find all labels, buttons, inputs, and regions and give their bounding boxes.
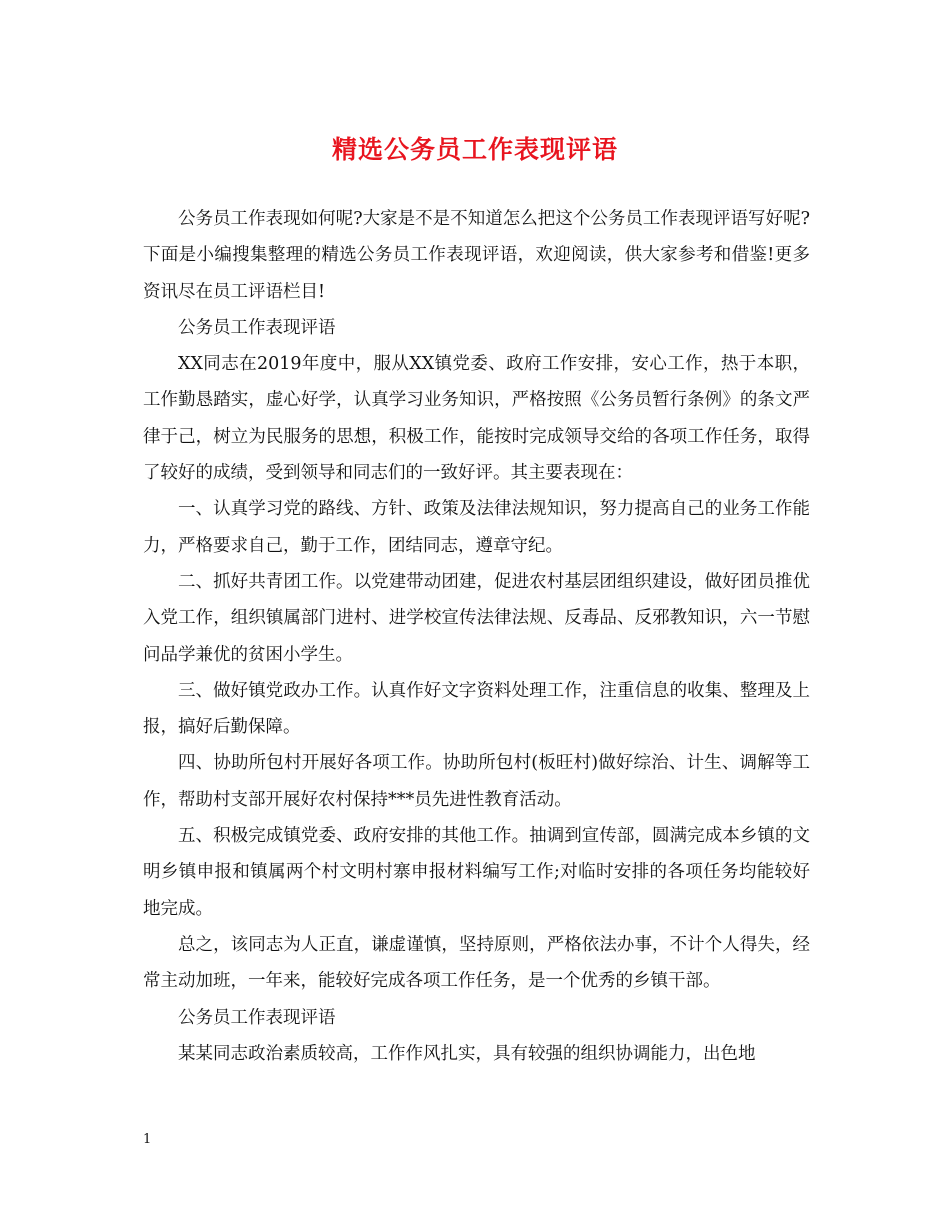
body-paragraph: 一、认真学习党的路线、方针、政策及法律法规知识，努力提高自己的业务工作能力，严格要求自己，勤于工作，团结同志，遵章守纪。 bbox=[143, 499, 810, 556]
body-paragraph: 二、抓好共青团工作。以党建带动团建，促进农村基层团组织建设，做好团员推优入党工作，组织镇属部门进村、进学校宣传法律法规、反毒品、反邪教知识，六一节慰问品学兼优的贫困小学生。 bbox=[143, 571, 810, 665]
document-body bbox=[143, 201, 810, 1072]
intro-paragraph: 公务员工作表现如何呢?大家是不是不知道怎么把这个公务员工作表现评语写好呢?下面是小编搜集整理的精选公务员工作表现评语，欢迎阅读，供大家参考和借鉴!更多资讯尽在员工评语栏目! bbox=[143, 209, 810, 302]
body-paragraph: 五、积极完成镇党委、政府安排的其他工作。抽调到宣传部，圆满完成本乡镇的文明乡镇申报和镇属两个村文明村寨申报材料编写工作;对临时安排的各项任务均能较好地完成。 bbox=[143, 826, 810, 919]
page-number: 1 bbox=[143, 1132, 152, 1147]
body-paragraph: 四、协助所包村开展好各项工作。协助所包村(板旺村)做好综治、计生、调解等工作，帮助村支部开展好农村保持***员先进性教育活动。 bbox=[143, 753, 810, 810]
body-paragraph: 某某同志政治素质较高，工作作风扎实，具有较强的组织协调能力，出色地 bbox=[178, 1043, 756, 1064]
document-title: 精选公务员工作表现评语 bbox=[331, 135, 618, 164]
section-heading: 公务员工作表现评语 bbox=[178, 317, 336, 338]
body-paragraph: 三、做好镇党政办工作。认真作好文字资料处理工作，注重信息的收集、整理及上报，搞好后勤保障。 bbox=[143, 680, 810, 738]
section-heading: 公务员工作表现评语 bbox=[178, 1007, 336, 1028]
body-paragraph: XX同志在2019年度中，服从XX镇党委、政府工作安排，安心工作，热于本职，工作勤恳踏实，虚心好学，认真学习业务知识，严格按照《公务员暂行条例》的条文严律于己，树立为民服务的思想，积极工作，能按时完成领导交给的各项工作任务，取得了较好的成绩，受到领导和同志们的一致好评。其主要表现在： bbox=[143, 354, 810, 484]
body-paragraph: 总之，该同志为人正直，谦虚谨慎，坚持原则，严格依法办事，不计个人得失，经常主动加班，一年来，能较好完成各项工作任务，是一个优秀的乡镇干部。 bbox=[143, 934, 810, 992]
